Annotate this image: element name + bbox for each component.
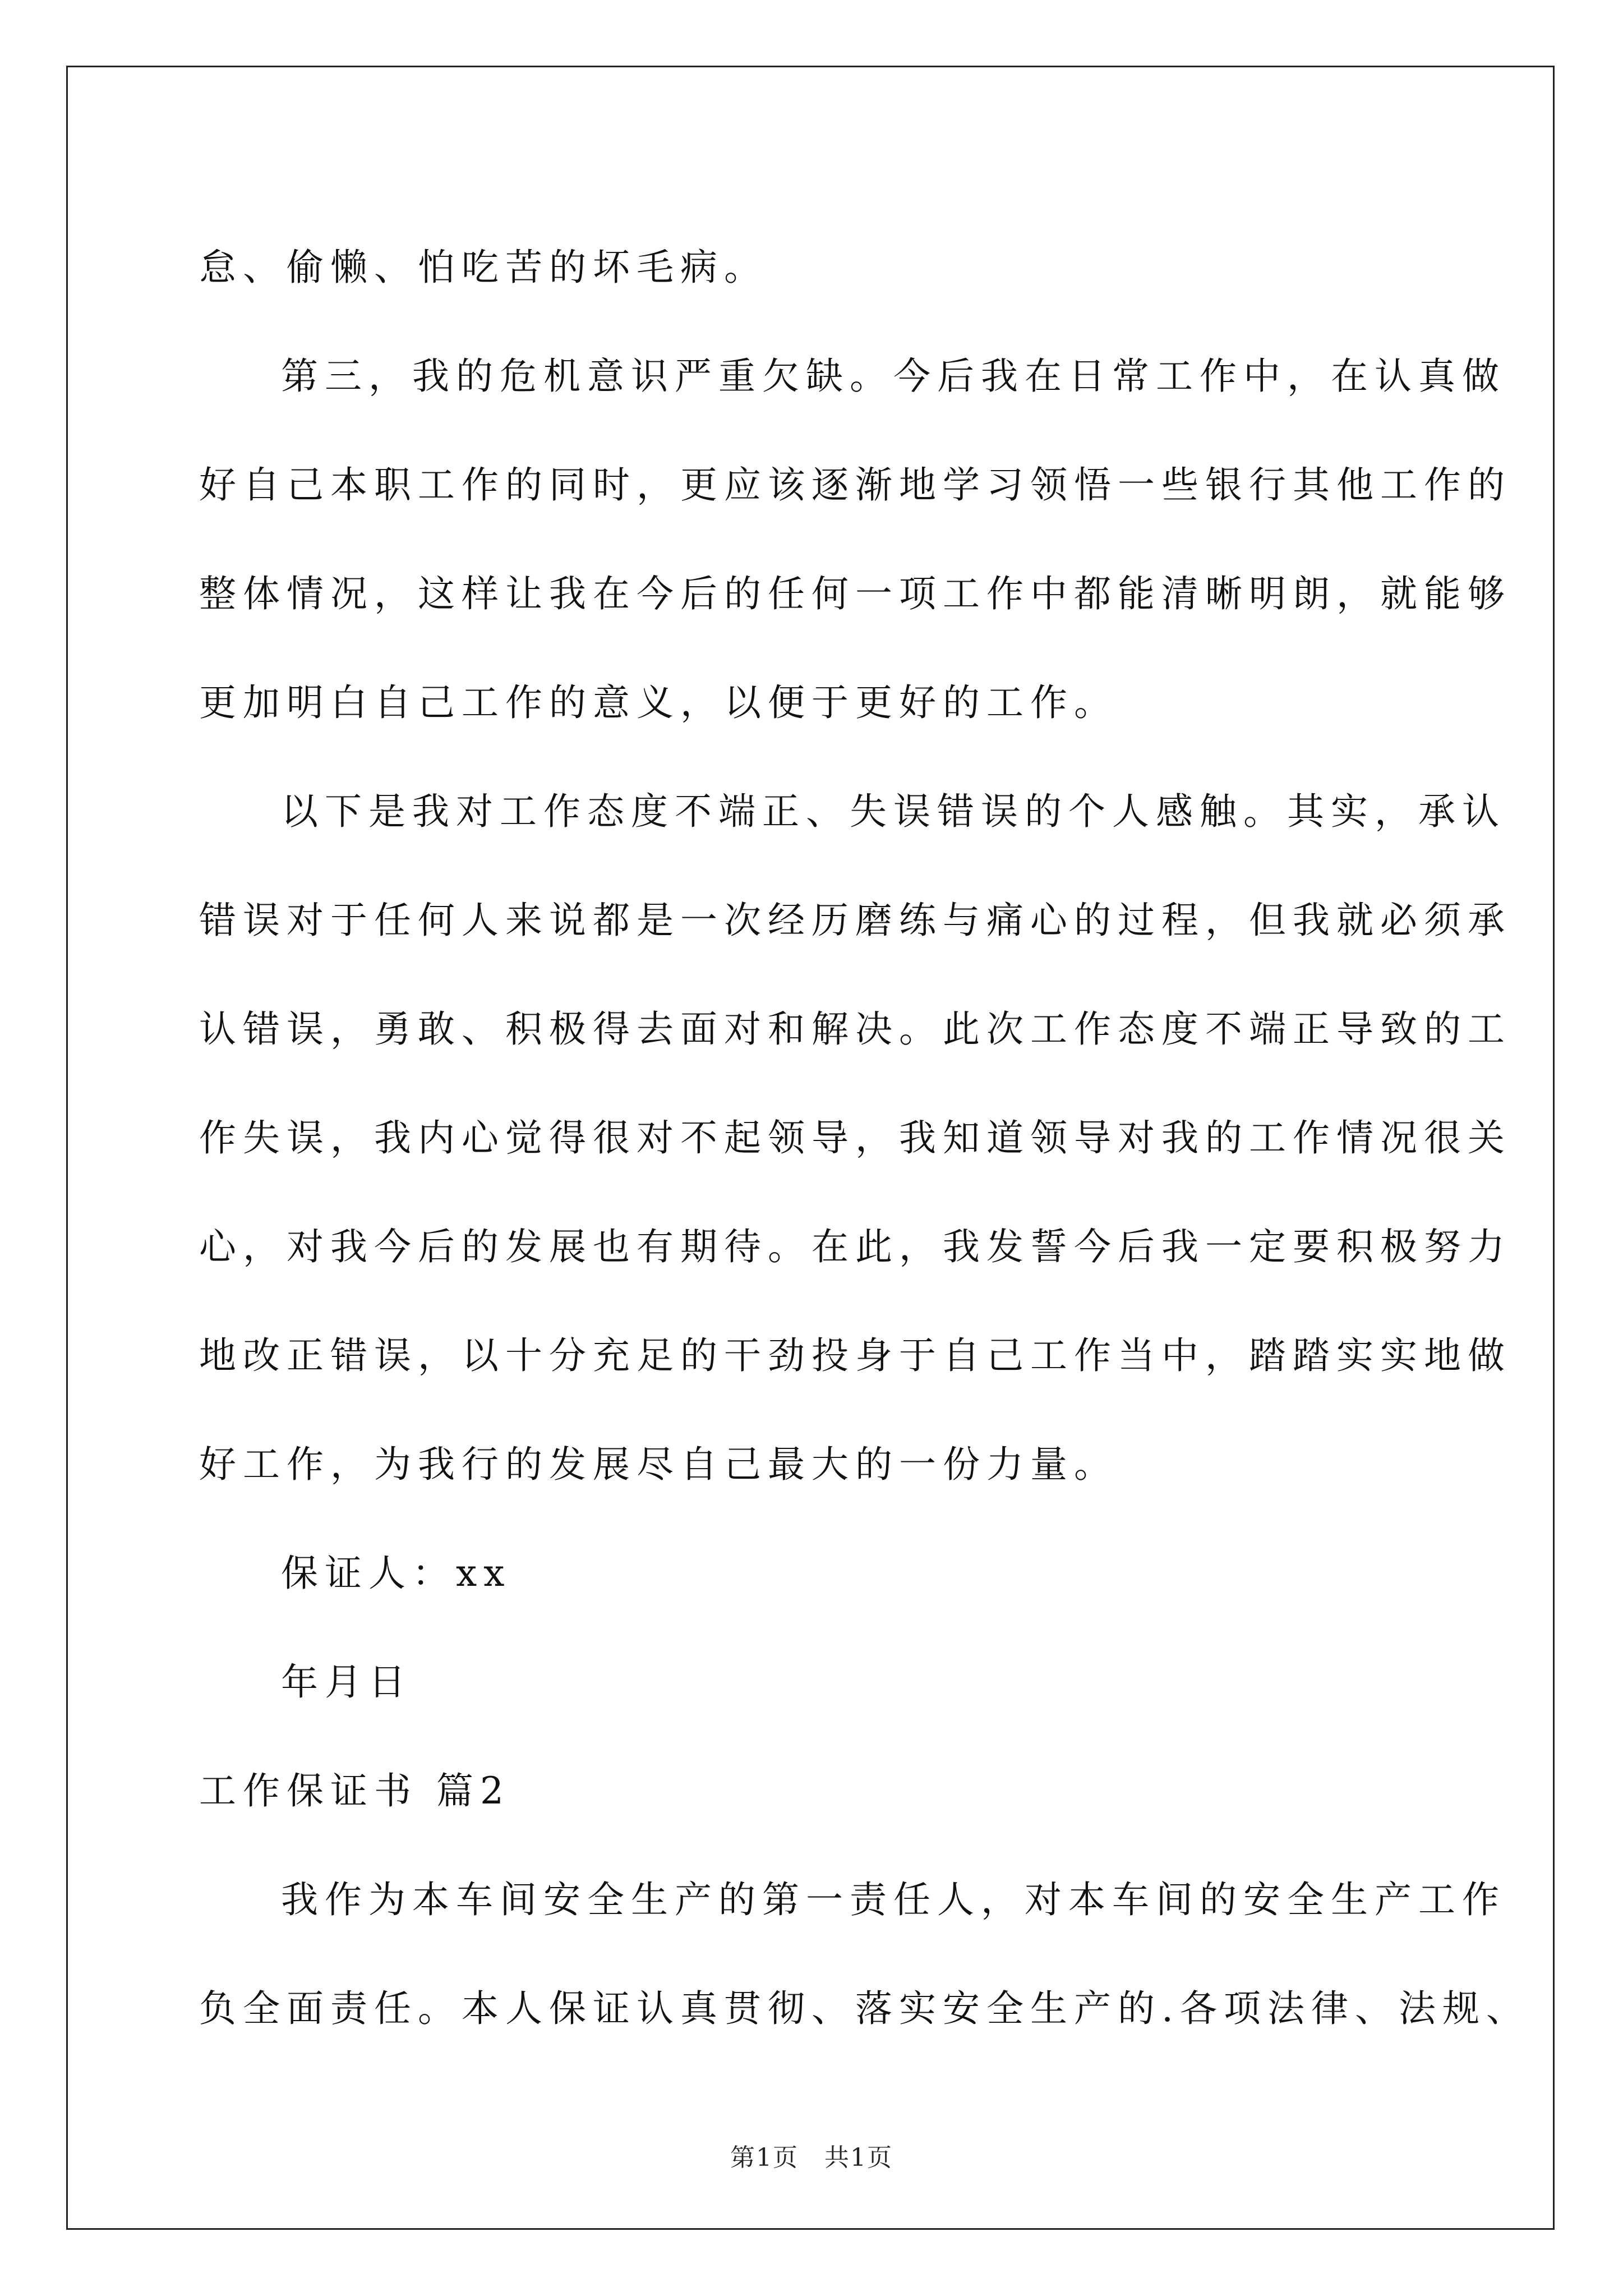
- paragraph-line: 负全面责任。本人保证认真贯彻、落实安全生产的.各项法律、法规、: [199, 1987, 1530, 2030]
- section-heading: 工作保证书 篇2: [199, 1769, 510, 1812]
- paragraph-line: 好自己本职工作的同时，更应该逐渐地学习领悟一些银行其他工作的: [199, 463, 1511, 507]
- date-line: 年月日: [281, 1660, 412, 1704]
- paragraph-line: 以下是我对工作态度不端正、失误错误的个人感触。其实，承认: [281, 790, 1506, 833]
- document-body: [199, 213, 1530, 2063]
- paragraph-line: 更加明白自己工作的意义，以便于更好的工作。: [199, 681, 1118, 724]
- guarantor-line: 保证人：xx: [281, 1552, 511, 1595]
- paragraph-line: 作失误，我内心觉得很对不起领导，我知道领导对我的工作情况很关: [199, 1116, 1511, 1159]
- paragraph-line: 第三，我的危机意识严重欠缺。今后我在日常工作中，在认真做: [281, 355, 1506, 398]
- paragraph-line: 我作为本车间安全生产的第一责任人，对本车间的安全生产工作: [281, 1878, 1506, 1921]
- paragraph-line: 好工作，为我行的发展尽自己最大的一份力量。: [199, 1443, 1118, 1486]
- paragraph-line: 怠、偷懒、怕吃苦的坏毛病。: [199, 246, 768, 289]
- paragraph-line: 地改正错误，以十分充足的干劲投身于自己工作当中，踏踏实实地做: [199, 1334, 1511, 1377]
- paragraph-line: 心，对我今后的发展也有期待。在此，我发誓今后我一定要积极努力: [199, 1225, 1511, 1268]
- paragraph-line: 认错误，勇敢、积极得去面对和解决。此次工作态度不端正导致的工: [199, 1007, 1511, 1051]
- paragraph-line: 错误对于任何人来说都是一次经历磨练与痛心的过程，但我就必须承: [199, 899, 1511, 942]
- page-footer: 第1页 共1页: [730, 2143, 893, 2172]
- paragraph-line: 整体情况，这样让我在今后的任何一项工作中都能清晰明朗，就能够: [199, 572, 1511, 615]
